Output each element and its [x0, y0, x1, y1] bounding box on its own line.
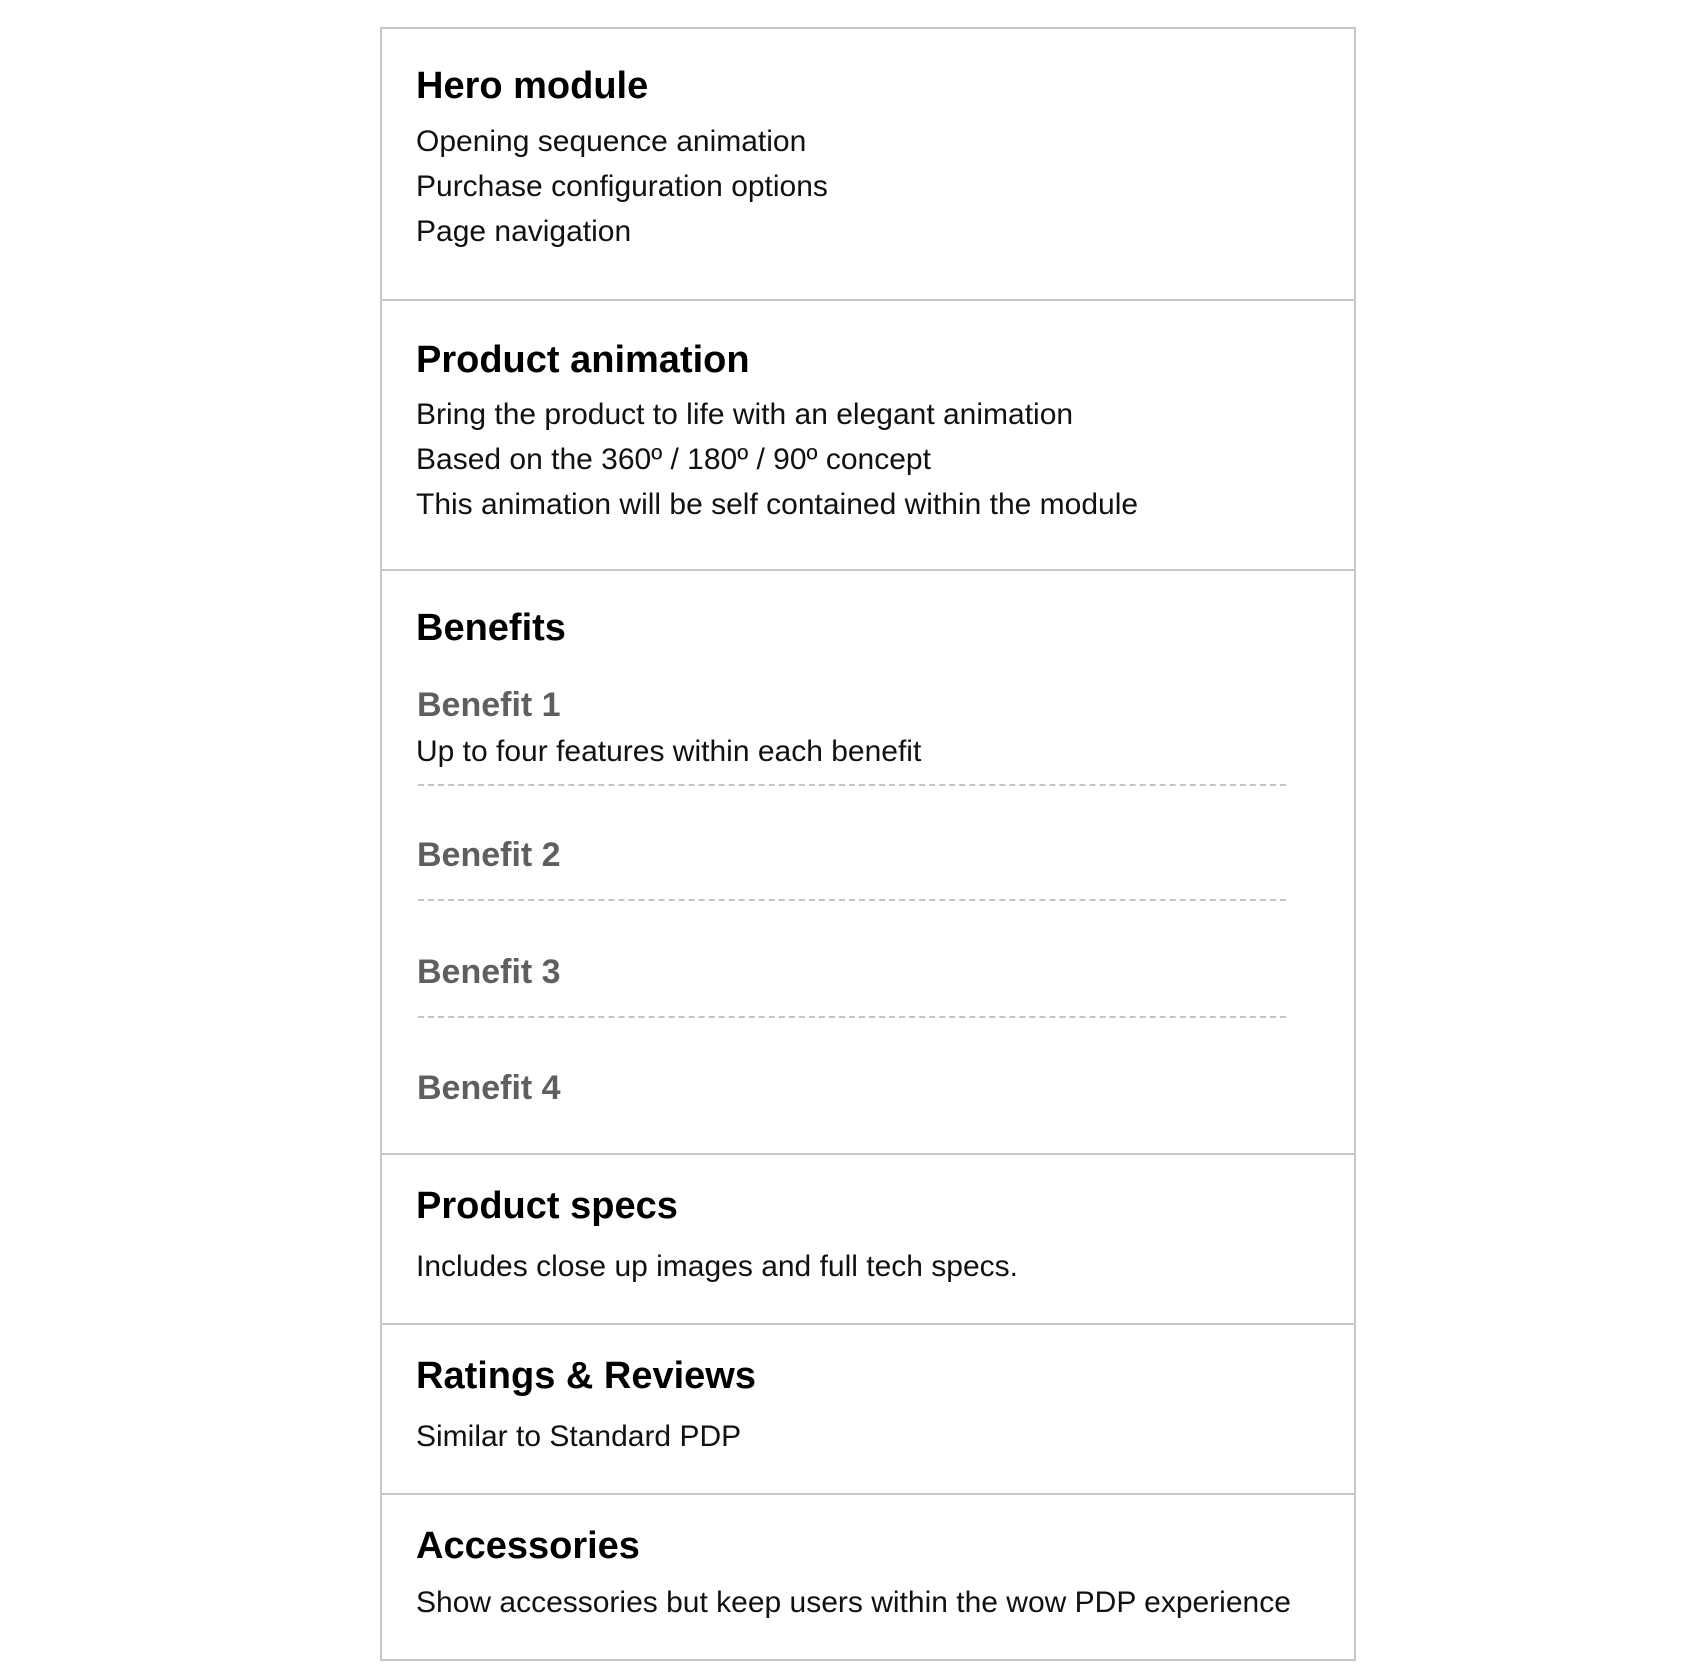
page-module-list [380, 27, 1356, 1661]
section-title: Product animation [416, 339, 750, 381]
section-ratings-reviews [382, 1325, 1354, 1495]
section-product-animation [382, 301, 1354, 571]
section-title: Hero module [416, 65, 649, 107]
benefit-3-title: Benefit 3 [417, 953, 561, 991]
section-hero-module [382, 29, 1354, 301]
section-title: Product specs [416, 1185, 678, 1227]
section-accessories [382, 1495, 1354, 1661]
section-line: Includes close up images and full tech specs. [416, 1250, 1019, 1283]
benefit-divider [418, 1016, 1286, 1018]
section-line: Purchase configuration options [416, 170, 828, 203]
section-line: This animation will be self contained within the module [416, 488, 1139, 521]
section-product-specs [382, 1155, 1354, 1325]
section-line: Opening sequence animation [416, 125, 807, 158]
section-title: Accessories [416, 1525, 640, 1567]
benefit-4-title: Benefit 4 [417, 1069, 561, 1107]
benefit-1-title: Benefit 1 [417, 686, 561, 724]
section-line: Page navigation [416, 215, 632, 248]
benefit-divider [418, 784, 1286, 786]
section-line: Similar to Standard PDP [416, 1420, 742, 1453]
section-line: Bring the product to life with an elegant animation [416, 398, 1074, 431]
section-title: Ratings & Reviews [416, 1355, 756, 1397]
section-line: Based on the 360º / 180º / 90º concept [416, 443, 931, 476]
benefit-divider [418, 899, 1286, 901]
benefit-1-description: Up to four features within each benefit [416, 735, 922, 768]
section-line: Show accessories but keep users within the wow PDP experience [416, 1586, 1291, 1619]
benefit-2-title: Benefit 2 [417, 836, 561, 874]
section-benefits [382, 571, 1354, 1155]
section-title: Benefits [416, 607, 566, 649]
